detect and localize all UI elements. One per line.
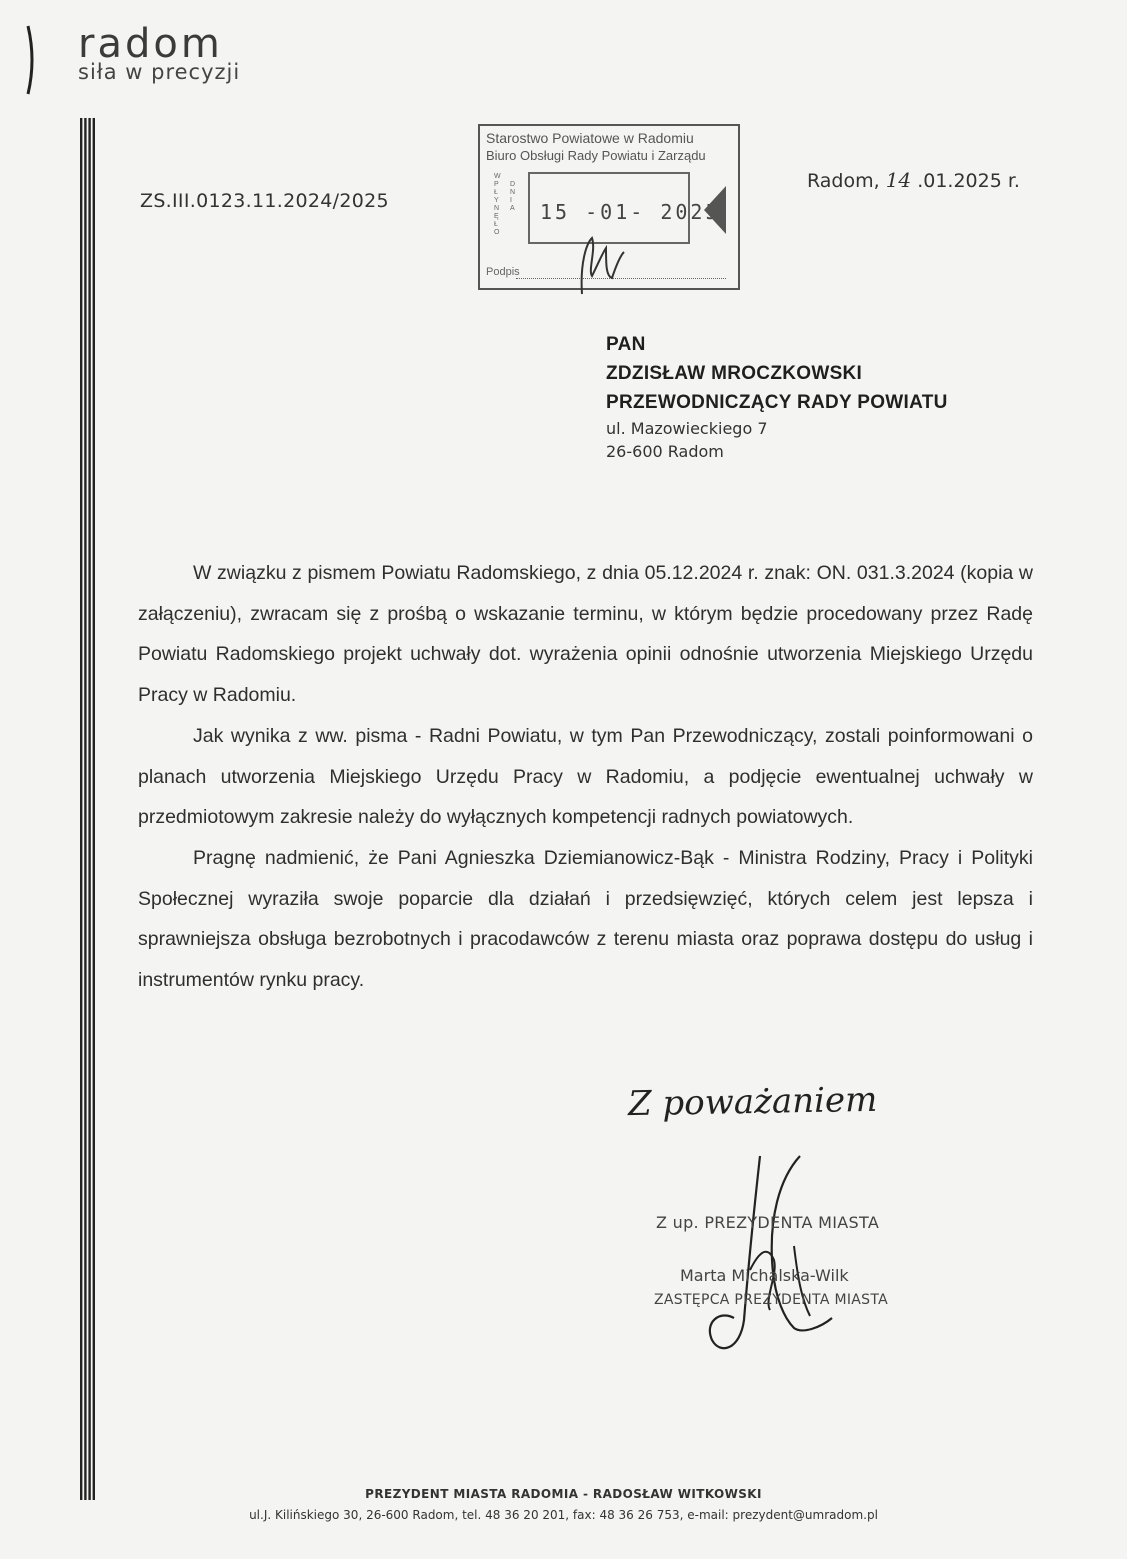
svg-text:P: P xyxy=(494,181,499,188)
svg-text:Y: Y xyxy=(494,197,499,204)
stamp-department: Biuro Obsługi Rady Powiatu i Zarządu xyxy=(486,148,706,163)
body-paragraph-2: Jak wynika z ww. pisma - Radni Powiatu, w tym Pan Przewodniczący, zostali poinformowani o planach utworzenia Miejskiego Urzędu Pracy w Radomiu, a podjęcie ewentualnej uchwały w przedmiotowym zakresie należy do wyłącznych kompetencji radnych powiatowych. xyxy=(138,724,1033,829)
stamp-received-text-art xyxy=(492,170,522,250)
signature-authority-line: Z up. PREZYDENTA MIASTA xyxy=(656,1213,880,1232)
svg-text:D: D xyxy=(510,181,516,188)
date-prefix: Radom, xyxy=(807,170,886,192)
handwritten-signature xyxy=(690,1150,840,1360)
left-margin-stripes xyxy=(80,118,98,1500)
logo-wordmark: radom xyxy=(78,21,223,67)
receipt-stamp xyxy=(478,124,740,290)
recipient-name: ZDZISŁAW MROCZKOWSKI xyxy=(606,363,863,384)
svg-text:Ę: Ę xyxy=(494,213,499,220)
body-paragraph-1: W związku z pismem Powiatu Radomskiego, z dnia 05.12.2024 r. znak: ON. 031.3.2024 (kopia w załączeniu), zwracam się z prośbą o wskazanie terminu, w którym będzie procedowany przez Radę Powiatu Radomskiego projekt uchwały dot. wyrażenia opinii odnośnie utworzenia Miejskiego Urzędu Pracy w Radomiu. xyxy=(138,562,1033,707)
svg-text:N: N xyxy=(510,189,516,196)
recipient-salutation: PAN xyxy=(606,334,646,355)
footer-contact: ul.J. Kilińskiego 30, 26-600 Radom, tel. 48 36 20 201, fax: 48 36 26 753, e-mail: prezydent@umradom.pl xyxy=(249,1508,878,1522)
svg-text:Ł: Ł xyxy=(494,221,498,228)
recipient-street: ul. Mazowieckiego 7 xyxy=(606,419,768,438)
svg-text:Ł: Ł xyxy=(494,189,498,196)
recipient-address xyxy=(606,330,948,463)
handwritten-closing: Z poważaniem xyxy=(627,1079,878,1125)
signatory-name: Marta Michalska-Wilk xyxy=(680,1266,849,1285)
stamp-signature-label: Podpis xyxy=(486,266,520,278)
svg-text:N: N xyxy=(494,205,500,212)
svg-text:I: I xyxy=(510,197,512,204)
recipient-city: 26-600 Radom xyxy=(606,442,724,461)
letter-date xyxy=(807,168,1020,192)
svg-text:W: W xyxy=(494,173,501,180)
date-handwritten-day: 14 xyxy=(885,168,912,192)
svg-text:A: A xyxy=(510,205,515,212)
date-suffix: .01.2025 r. xyxy=(911,170,1020,192)
logo-tagline: siła w precyzji xyxy=(78,60,241,84)
body-paragraph-3: Pragnę nadmienić, że Pani Agnieszka Dziemianowicz-Bąk - Ministra Rodziny, Pracy i Polityki Społecznej wyraziła swoje poparcie dla działań i przedsięwzięć, których celem jest lepsza i sprawniejsza obsługa bezrobotnych i pracodawców z terenu miasta oraz poprawa dostępu do usług i instrumentów rynku pracy. xyxy=(138,846,1033,992)
svg-text:O: O xyxy=(494,229,500,236)
stamp-handwritten-initials xyxy=(562,224,632,304)
stamp-received-date: 15 -01- 2025 xyxy=(540,200,721,224)
header-bracket-mark xyxy=(14,22,40,98)
letter-body xyxy=(138,553,1033,1001)
reference-number: ZS.III.0123.11.2024/2025 xyxy=(140,190,389,212)
stamp-arrow-icon xyxy=(704,186,726,234)
stamp-office-name: Starostwo Powiatowe w Radomiu xyxy=(486,130,694,146)
recipient-title: PRZEWODNICZĄCY RADY POWIATU xyxy=(606,392,948,413)
stamp-received-label xyxy=(492,170,522,252)
footer-issuer: PREZYDENT MIASTA RADOMIA - RADOSŁAW WITKOWSKI xyxy=(365,1487,762,1501)
signatory-title: ZASTĘPCA PREZYDENTA MIASTA xyxy=(654,1292,888,1308)
